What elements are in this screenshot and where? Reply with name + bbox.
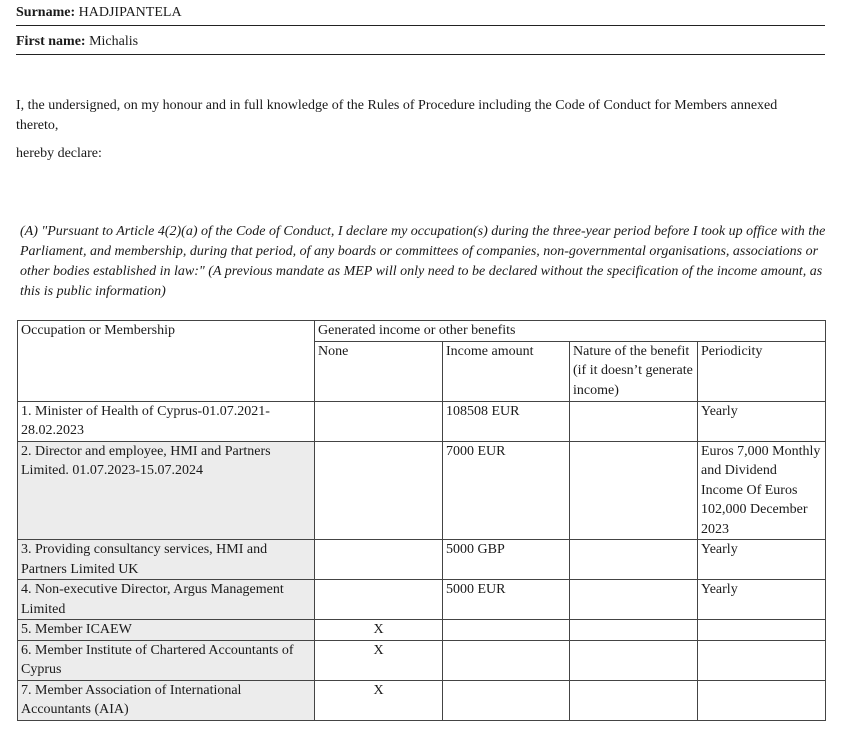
row-periodicity <box>698 620 826 641</box>
table-row <box>18 680 826 720</box>
row-periodicity <box>698 680 826 720</box>
table-header-row <box>18 321 826 342</box>
row-occupation: 7. Member Association of International Accountants (AIA) <box>18 680 315 720</box>
col-occupation-header: Occupation or Membership <box>18 321 315 402</box>
row-occupation: 3. Providing consultancy services, HMI and Partners Limited UK <box>18 540 315 580</box>
first-name-field <box>16 33 825 55</box>
section-a-declaration: (A) "Pursuant to Article 4(2)(a) of the Code of Conduct, I declare my occupation(s) during the three-year period before I took up office with the Parliament, and membership, during that period, of any boards or committees of companies, non-governmental organisations, associations or other bodies established in law:" (A previous mandate as MEP will only need to be declared without the specification of the income amount, as this is public information) <box>20 224 826 299</box>
row-income <box>443 640 570 680</box>
surname-label: Surname: <box>16 5 76 20</box>
row-nature <box>570 540 698 580</box>
first-name-value: Michalis <box>89 34 139 49</box>
row-none <box>315 441 443 540</box>
row-periodicity <box>698 640 826 680</box>
table-row <box>18 620 826 641</box>
row-nature <box>570 640 698 680</box>
row-nature <box>570 580 698 620</box>
col-none-header: None <box>315 341 443 401</box>
row-periodicity: Yearly <box>698 580 826 620</box>
table-row <box>18 540 826 580</box>
hereby-declare: hereby declare: <box>16 146 102 161</box>
first-name-label: First name: <box>16 34 86 49</box>
surname-value: HADJIPANTELA <box>78 5 182 20</box>
table-row <box>18 401 826 441</box>
row-income: 5000 EUR <box>443 580 570 620</box>
col-income-header: Income amount <box>443 341 570 401</box>
row-occupation: 6. Member Institute of Chartered Accountants of Cyprus <box>18 640 315 680</box>
col-generated-header: Generated income or other benefits <box>315 321 826 342</box>
col-nature-header: Nature of the benefit (if it doesn’t generate income) <box>570 341 698 401</box>
table-row <box>18 441 826 540</box>
row-occupation: 4. Non-executive Director, Argus Management Limited <box>18 580 315 620</box>
table-row <box>18 640 826 680</box>
surname-field <box>16 4 825 26</box>
row-none <box>315 580 443 620</box>
row-income: 7000 EUR <box>443 441 570 540</box>
table-row <box>18 580 826 620</box>
row-periodicity: Euros 7,000 Monthly and Dividend Income Of Euros 102,000 December 2023 <box>698 441 826 540</box>
row-none <box>315 540 443 580</box>
row-periodicity: Yearly <box>698 540 826 580</box>
row-nature <box>570 441 698 540</box>
intro-paragraph: I, the undersigned, on my honour and in full knowledge of the Rules of Procedure including the Code of Conduct for Members annexed thereto, <box>16 98 778 133</box>
row-none: X <box>315 620 443 641</box>
row-income: 108508 EUR <box>443 401 570 441</box>
row-nature <box>570 680 698 720</box>
row-income: 5000 GBP <box>443 540 570 580</box>
row-income <box>443 620 570 641</box>
row-occupation: 1. Minister of Health of Cyprus-01.07.2021-28.02.2023 <box>18 401 315 441</box>
row-income <box>443 680 570 720</box>
row-nature <box>570 620 698 641</box>
row-none: X <box>315 680 443 720</box>
row-occupation: 2. Director and employee, HMI and Partners Limited. 01.07.2023-15.07.2024 <box>18 441 315 540</box>
row-periodicity: Yearly <box>698 401 826 441</box>
row-nature <box>570 401 698 441</box>
col-periodicity-header: Periodicity <box>698 341 826 401</box>
row-none <box>315 401 443 441</box>
occupation-table <box>17 320 826 721</box>
row-none: X <box>315 640 443 680</box>
row-occupation: 5. Member ICAEW <box>18 620 315 641</box>
